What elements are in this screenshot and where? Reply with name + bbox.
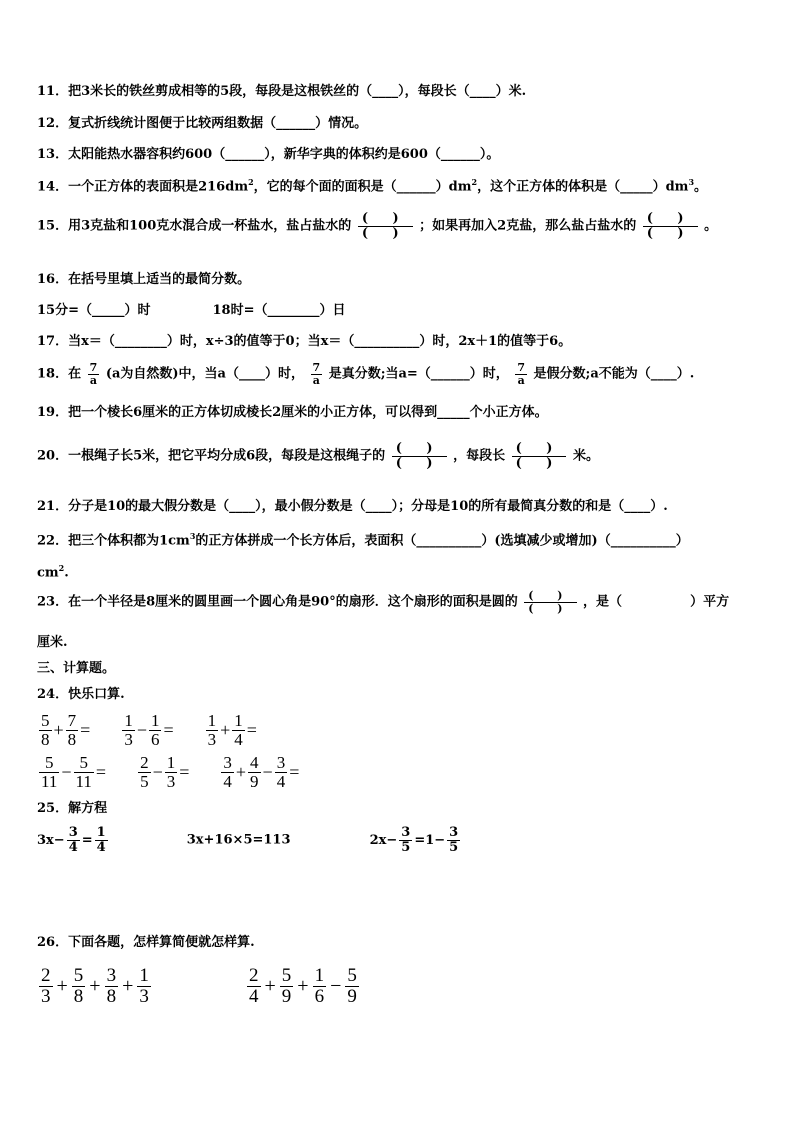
- question-24: 24．快乐口算.: [37, 687, 125, 702]
- fraction: $\frac{2}{3}$: [41, 965, 51, 1007]
- fraction: $\frac{3}{5}$: [449, 825, 459, 855]
- oral-calc-item: [136, 753, 190, 791]
- fraction: $\frac{3}{8}$: [106, 965, 117, 1007]
- q22-part-c: cm: [37, 565, 59, 581]
- fraction: $\frac{3}{4}$: [276, 753, 286, 791]
- operator: +: [122, 975, 134, 998]
- question-17: 17．当x＝（________）时，x÷3的值等于0；当x＝（__________）时，2x＋1的值等于6。: [37, 334, 572, 349]
- fraction-7-over-a: $\frac{7}{a}$: [312, 361, 321, 387]
- question-23: [37, 590, 729, 614]
- q22-part-a: 22．把三个体积都为1cm: [37, 533, 190, 549]
- fraction: $\frac{5}{8}$: [73, 965, 84, 1007]
- equation-2: 3x+16×5=113: [186, 832, 291, 848]
- q14-sup: 2: [471, 177, 478, 187]
- fraction: $\frac{3}{5}$: [401, 825, 411, 855]
- q16-part-b: 18时=（________）日: [212, 303, 346, 318]
- fraction: $\frac{2}{5}$: [140, 753, 149, 791]
- operator: =: [289, 762, 300, 783]
- question-11: 11．把3米长的铁丝剪成相等的5段，每段是这根铁丝的（____），每段长（____）米.: [37, 84, 527, 99]
- fraction: $\frac{1}{3}$: [166, 753, 176, 791]
- q18-part-a: 18．在: [37, 366, 82, 382]
- oral-calc-item: [37, 753, 107, 791]
- section-3-heading: 三、计算题。: [37, 661, 116, 676]
- q14-part-c: ，这个正方体的体积是（_____）dm: [477, 179, 689, 195]
- oral-calc-item: [37, 711, 91, 749]
- eq1-text: 3x−: [37, 832, 65, 848]
- operator: +: [53, 720, 64, 741]
- q14-sup: 3: [688, 177, 695, 187]
- q23-part-b: ，是（: [583, 594, 623, 610]
- q16-part-a: 15分=（_____）时: [37, 303, 151, 318]
- blank-fraction: $\frac{( )}{( )}$: [524, 590, 576, 614]
- equation-1: [37, 825, 114, 855]
- q14-part-a: 14．一个正方体的表面积是216dm: [37, 179, 249, 195]
- q14-end: 。: [694, 179, 708, 195]
- question-22-cont: [37, 564, 69, 579]
- q20-part-c: 米。: [572, 448, 599, 464]
- q14-sup: 2: [248, 177, 254, 187]
- fraction: $\frac{1}{3}$: [207, 711, 217, 749]
- operator: +: [89, 975, 101, 998]
- fraction: $\frac{2}{4}$: [249, 965, 259, 1007]
- q23-part-c: ）平方: [690, 594, 730, 610]
- operator: +: [56, 975, 68, 998]
- question-16-line: [37, 304, 345, 317]
- blank-fraction: $\frac{( )}{( )}$: [392, 442, 447, 470]
- operator: =: [80, 720, 91, 741]
- operator: =: [95, 762, 107, 783]
- operator: +: [264, 975, 276, 998]
- fraction: $\frac{5}{11}$: [41, 753, 58, 791]
- fraction: $\frac{1}{3}$: [124, 711, 133, 749]
- q18-part-c: 是真分数;当a=（______）时，: [328, 366, 509, 382]
- fraction: $\frac{5}{9}$: [347, 965, 357, 1007]
- operator: −: [136, 720, 147, 741]
- q22-sup: 2: [58, 563, 65, 573]
- operator: +: [235, 762, 247, 783]
- fraction: $\frac{7}{8}$: [67, 711, 77, 749]
- eq1-equals: =: [81, 832, 93, 848]
- q24-row-1: [37, 712, 257, 749]
- equation-3: [369, 825, 463, 855]
- question-26: 26．下面各题，怎样算简便就怎样算.: [37, 935, 255, 950]
- q25-equations: [37, 826, 462, 854]
- q26-expression-2: [245, 966, 361, 1007]
- fraction: $\frac{1}{6}$: [150, 711, 160, 749]
- operator: −: [61, 762, 72, 783]
- question-19: 19．把一个棱长6厘米的正方体切成棱长2厘米的小正方体，可以得到_____个小正方体。: [37, 405, 548, 420]
- q20-part-b: ，每段长: [453, 448, 506, 464]
- q18-part-b: (a为自然数)中，当a（____）时，: [105, 366, 304, 382]
- fraction: $\frac{1}{6}$: [314, 965, 325, 1007]
- q14-part-b: ，它的每个面的面积是（______）dm: [253, 179, 472, 195]
- q24-row-2: [37, 754, 299, 791]
- q18-part-d: 是假分数;a不能为（____）.: [533, 366, 695, 382]
- operator: =: [246, 720, 257, 741]
- oral-calc-item: [219, 753, 300, 791]
- q22-part-b: 的正方体拼成一个长方体后，表面积（__________）(选填减少或增加)（__________）: [195, 533, 689, 549]
- q20-part-a: 20．一根绳子长5米，把它平均分成6段，每段是这根绳子的: [37, 448, 386, 464]
- question-15: [37, 212, 717, 240]
- operator: +: [220, 720, 231, 741]
- fraction: $\frac{1}{4}$: [234, 711, 243, 749]
- question-20: [37, 442, 599, 470]
- operator: −: [152, 762, 163, 783]
- question-23-cont: 厘米.: [37, 635, 68, 650]
- oral-calc-item: [120, 711, 174, 749]
- fraction-7-over-a: $\frac{7}{a}$: [517, 361, 525, 387]
- question-22: [37, 532, 689, 547]
- question-25: 25．解方程: [37, 801, 108, 816]
- eq3-text: 2x−: [369, 832, 398, 848]
- q15-part-b: ；如果再加入2克盐，那么盐占盐水的: [419, 218, 637, 234]
- eq3-text-b: =1−: [414, 832, 446, 848]
- question-18: [37, 362, 694, 386]
- fraction: $\frac{1}{4}$: [96, 825, 106, 855]
- question-14: [37, 178, 707, 193]
- operator: =: [179, 762, 190, 783]
- blank-fraction: $\frac{( )}{( )}$: [643, 212, 698, 240]
- q23-part-a: 23．在一个半径是8厘米的圆里画一个圆心角是90°的扇形．这个扇形的面积是圆的: [37, 594, 518, 610]
- fraction: $\frac{4}{9}$: [250, 753, 259, 791]
- question-21: 21．分子是10的最大假分数是（____），最小假分数是（____）；分母是10的所有最简真分数的和是（____）.: [37, 499, 668, 514]
- fraction: $\frac{3}{4}$: [223, 753, 232, 791]
- operator: −: [262, 762, 273, 783]
- question-13: 13．太阳能热水器容积约600（______），新华字典的体积约是600（______）。: [37, 147, 500, 162]
- operator: =: [163, 720, 174, 741]
- blank-fraction: $\frac{( )}{( )}$: [358, 212, 413, 240]
- operator: −: [330, 975, 342, 998]
- fraction: $\frac{3}{4}$: [68, 825, 78, 855]
- fraction: $\frac{5}{8}$: [41, 711, 50, 749]
- fraction: $\frac{5}{11}$: [75, 753, 92, 791]
- q15-part-a: 15．用3克盐和100克水混合成一杯盐水，盐占盐水的: [37, 218, 352, 234]
- question-16: 16．在括号里填上适当的最简分数。: [37, 272, 251, 287]
- operator: +: [297, 975, 309, 998]
- q22-end: .: [64, 565, 69, 581]
- fraction-7-over-a: $\frac{7}{a}$: [89, 361, 98, 387]
- oral-calc-item: [204, 711, 257, 749]
- q22-sup: 3: [189, 531, 196, 541]
- fraction: $\frac{5}{9}$: [281, 965, 292, 1007]
- question-12: 12．复式折线统计图便于比较两组数据（______）情况。: [37, 116, 368, 131]
- blank-fraction: $\frac{( )}{( )}$: [512, 442, 567, 470]
- q15-part-c: 。: [704, 218, 718, 234]
- fraction: $\frac{1}{3}$: [139, 965, 149, 1007]
- q26-expression-1: [37, 966, 153, 1007]
